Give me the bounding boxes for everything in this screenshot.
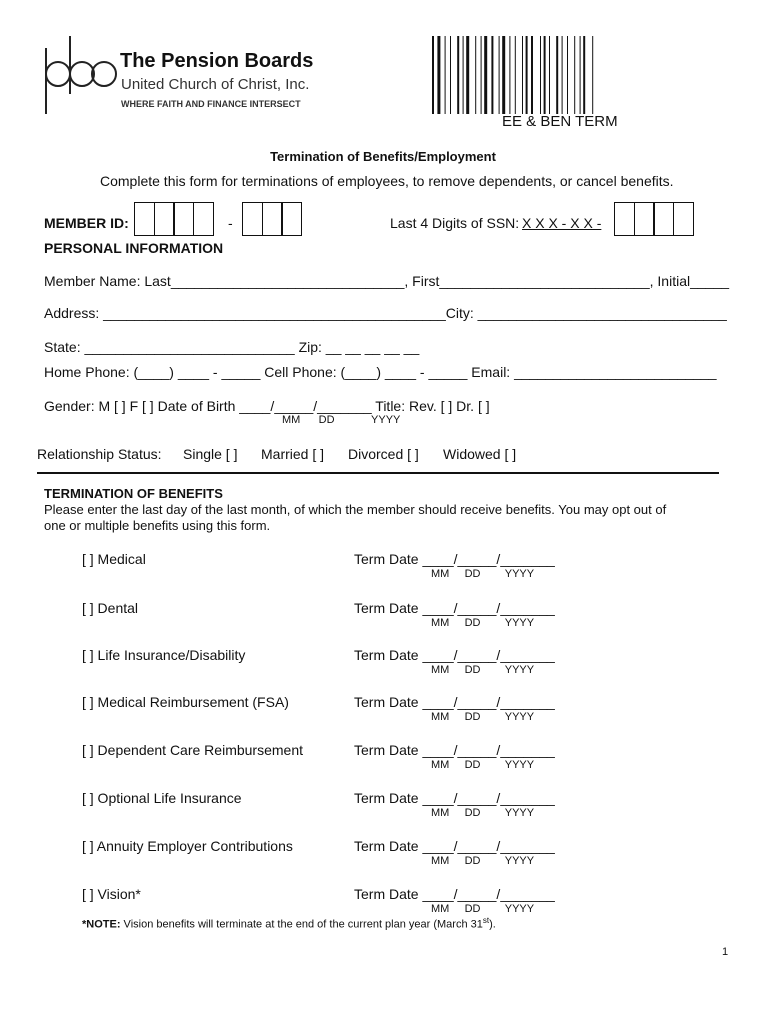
ssn-mask: X X X - X X - — [522, 215, 602, 231]
barcode-bar — [592, 36, 593, 114]
benefit-option[interactable]: [ ] Medical — [82, 551, 146, 567]
member-id-box[interactable] — [242, 202, 263, 236]
barcode-bar — [463, 36, 464, 114]
org-subtitle: United Church of Christ, Inc. — [121, 76, 310, 93]
benefit-option[interactable]: [ ] Life Insurance/Disability — [82, 647, 246, 663]
relationship-label: Relationship Status: — [37, 446, 162, 462]
form-title: Termination of Benefits/Employment — [270, 149, 496, 164]
term-date-field[interactable]: Term Date ____/_____/_______ — [354, 551, 555, 567]
barcode-bar — [515, 36, 516, 114]
barcode-bar — [583, 36, 585, 114]
barcode-bar — [502, 36, 505, 114]
barcode-bar — [544, 36, 546, 114]
termination-instructions-1: Please enter the last day of the last month, of which the member should receive benefits. You may opt out of — [44, 502, 667, 517]
barcode-bar — [574, 36, 575, 114]
member-id-box[interactable] — [193, 202, 214, 236]
term-date-hint: MM DD YYYY — [431, 903, 535, 915]
relationship-married[interactable]: Married [ ] — [261, 446, 325, 462]
member-id-box[interactable] — [154, 202, 175, 236]
term-date-hint: MM DD YYYY — [431, 759, 535, 771]
note-label: *NOTE: — [82, 918, 121, 931]
barcode-bar — [562, 36, 563, 114]
term-date-field[interactable]: Term Date ____/_____/_______ — [354, 647, 555, 663]
relationship-widowed[interactable]: Widowed [ ] — [443, 446, 517, 462]
term-date-hint: MM DD YYYY — [431, 568, 535, 580]
barcode-bar — [549, 36, 550, 114]
note-sup: st — [482, 916, 490, 925]
term-date-field[interactable]: Term Date ____/_____/_______ — [354, 694, 555, 710]
barcode-bar — [484, 36, 487, 114]
ssn-boxes[interactable] — [614, 202, 692, 236]
barcode-bar — [445, 36, 446, 114]
org-name: The Pension Boards — [120, 50, 314, 72]
relationship-single[interactable]: Single [ ] — [183, 446, 238, 462]
member-id-box[interactable] — [281, 202, 302, 236]
org-tagline: WHERE FAITH AND FINANCE INTERSECT — [121, 99, 301, 109]
term-date-hint: MM DD YYYY — [431, 617, 535, 629]
barcode-bar — [526, 36, 528, 114]
term-date-field[interactable]: Term Date ____/_____/_______ — [354, 742, 555, 758]
barcode-bar — [556, 36, 558, 114]
intro-text: Complete this form for terminations of employees, to remove dependents, or cancel benefits. — [100, 173, 674, 189]
benefit-option[interactable]: [ ] Vision* — [82, 886, 141, 902]
note-end: ). — [489, 918, 496, 931]
benefit-option[interactable]: [ ] Optional Life Insurance — [82, 790, 242, 806]
term-date-field[interactable]: Term Date ____/_____/_______ — [354, 790, 555, 806]
barcode-bar — [481, 36, 482, 114]
personal-info-heading: PERSONAL INFORMATION — [44, 240, 224, 256]
barcode-bar — [457, 36, 459, 114]
barcode-bar — [475, 36, 476, 114]
barcode-bar — [437, 36, 440, 114]
member-id-dash: - — [228, 215, 233, 231]
term-date-hint: MM DD YYYY — [431, 855, 535, 867]
member-id-box[interactable] — [134, 202, 155, 236]
barcode-bar — [466, 36, 469, 114]
barcode-bar — [491, 36, 493, 114]
benefit-option[interactable]: [ ] Dental — [82, 600, 139, 616]
ssn-box[interactable] — [673, 202, 694, 236]
member-id-label: MEMBER ID: — [44, 215, 129, 231]
barcode — [432, 36, 628, 114]
member-id-box[interactable] — [173, 202, 194, 236]
member-id-boxes[interactable] — [134, 202, 212, 236]
termination-heading: TERMINATION OF BENEFITS — [44, 486, 223, 501]
member-id-box[interactable] — [262, 202, 283, 236]
state-zip-line[interactable]: State: ___________________________ Zip: __ __ __ __ __ — [44, 339, 420, 355]
gender-dob-title-line[interactable]: Gender: M [ ] F [ ] Date of Birth ____/_____/_______ Title: Rev. [ ] Dr. [ ] — [44, 398, 490, 414]
page-number: 1 — [722, 946, 729, 958]
member-id-boxes-2[interactable] — [242, 202, 301, 236]
barcode-bar — [522, 36, 523, 114]
dob-hint: MM DD YYYY — [282, 414, 401, 426]
term-date-field[interactable]: Term Date ____/_____/_______ — [354, 838, 555, 854]
benefit-option[interactable]: [ ] Medical Reimbursement (FSA) — [82, 694, 289, 710]
barcode-bar — [580, 36, 581, 114]
term-date-field[interactable]: Term Date ____/_____/_______ — [354, 600, 555, 616]
barcode-bar — [540, 36, 541, 114]
ssn-box[interactable] — [614, 202, 635, 236]
benefit-option[interactable]: [ ] Annuity Employer Contributions — [82, 838, 293, 854]
term-date-hint: MM DD YYYY — [431, 664, 535, 676]
barcode-bar — [450, 36, 451, 114]
ssn-box[interactable] — [634, 202, 655, 236]
barcode-bar — [432, 36, 434, 114]
barcode-label: EE & BEN TERM — [502, 113, 618, 130]
barcode-bar — [531, 36, 533, 114]
barcode-bar — [499, 36, 500, 114]
relationship-divorced[interactable]: Divorced [ ] — [348, 446, 419, 462]
termination-instructions-2: one or multiple benefits using this form. — [44, 518, 271, 533]
term-date-hint: MM DD YYYY — [431, 807, 535, 819]
barcode-bar — [509, 36, 510, 114]
address-line[interactable]: Address: ____________________________________________City: ________________________________ — [44, 305, 727, 321]
barcode-bar — [567, 36, 568, 114]
pension-boards-logo — [40, 34, 120, 118]
ssn-label: Last 4 Digits of SSN: — [390, 215, 520, 231]
vision-note — [82, 916, 496, 931]
term-date-hint: MM DD YYYY — [431, 711, 535, 723]
section-divider — [37, 472, 719, 474]
ssn-box[interactable] — [653, 202, 674, 236]
benefit-option[interactable]: [ ] Dependent Care Reimbursement — [82, 742, 303, 758]
term-date-field[interactable]: Term Date ____/_____/_______ — [354, 886, 555, 902]
phone-line[interactable]: Home Phone: (____) ____ - _____ Cell Phone: (____) ____ - _____ Email: __________________________ — [44, 364, 717, 380]
note-text: Vision benefits will terminate at the end of the current plan year (March 31 — [120, 918, 483, 931]
member-name-line[interactable]: Member Name: Last______________________________, First___________________________, Initial_____ — [44, 273, 730, 289]
